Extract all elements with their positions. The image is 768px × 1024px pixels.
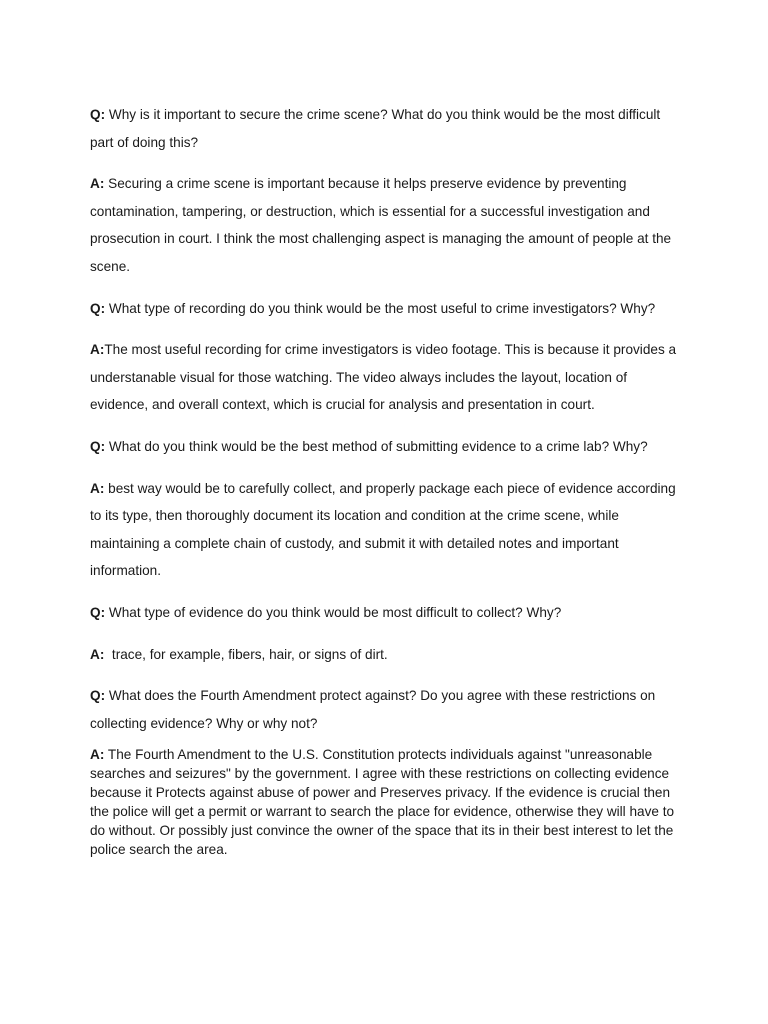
answer-label: A: [90, 176, 105, 192]
answer-label: A: [90, 480, 105, 496]
question-label: Q: [90, 688, 106, 704]
answer-label: A: [90, 747, 105, 763]
answer-label: A: [90, 646, 105, 662]
question-label: Q: [90, 107, 106, 122]
question-text: What type of evidence do you think would be most difficult to collect? Why? [108, 604, 562, 620]
answer-1 [90, 170, 680, 280]
question-1 [90, 101, 680, 156]
answer-text: The most useful recording for crime investigators is video footage. This is because it provides a understanable visual for those watching. The video always includes the layout, location of evidence, and overall context, which is crucial for analysis and presentation in court. [90, 342, 677, 413]
answer-text: best way would be to carefully collect, and properly package each piece of evidence according to its type, then thoroughly document its location and condition at the crime scene, while maintaining a complete chain of custody, and submit it with detailed notes and important information. [90, 480, 676, 579]
answer-2 [90, 336, 680, 419]
question-text: What type of recording do you think would be the most useful to crime investigators? Why? [108, 300, 656, 316]
question-label: Q: [90, 438, 106, 454]
answer-label: A: [90, 342, 105, 358]
question-text: Why is it important to secure the crime scene? What do you think would be the most difficult part of doing this? [90, 107, 661, 150]
question-text: What do you think would be the best method of submitting evidence to a crime lab? Why? [108, 438, 648, 454]
document-page [90, 101, 680, 859]
question-label: Q: [90, 604, 106, 620]
question-5 [90, 682, 680, 737]
question-3 [90, 433, 680, 461]
answer-text: Securing a crime scene is important because it helps preserve evidence by preventing contamination, tampering, or destruction, which is essential for a successful investigation and prosecution in court. I think the most challenging aspect is managing the amount of people at the scene. [90, 176, 672, 274]
answer-text: trace, for example, fibers, hair, or signs of dirt. [111, 646, 388, 662]
answer-5 [90, 745, 680, 859]
question-text: What does the Fourth Amendment protect against? Do you agree with these restrictions on collecting evidence? Why or why not? [90, 688, 656, 731]
question-4 [90, 599, 680, 627]
answer-3 [90, 475, 680, 585]
question-label: Q: [90, 300, 106, 316]
question-2 [90, 295, 680, 323]
answer-4 [90, 641, 680, 669]
answer-text: The Fourth Amendment to the U.S. Constitution protects individuals against "unreasonable searches and seizures" by the government. I agree with these restrictions on collecting evidence because it Protects against abuse of power and Preserves privacy. If the evidence is crucial then the police will get a permit or warrant to search the place for evidence, otherwise they will have to do without. Or possibly just convince the owner of the space that its in their best interest to let the police search the area. [90, 747, 675, 858]
